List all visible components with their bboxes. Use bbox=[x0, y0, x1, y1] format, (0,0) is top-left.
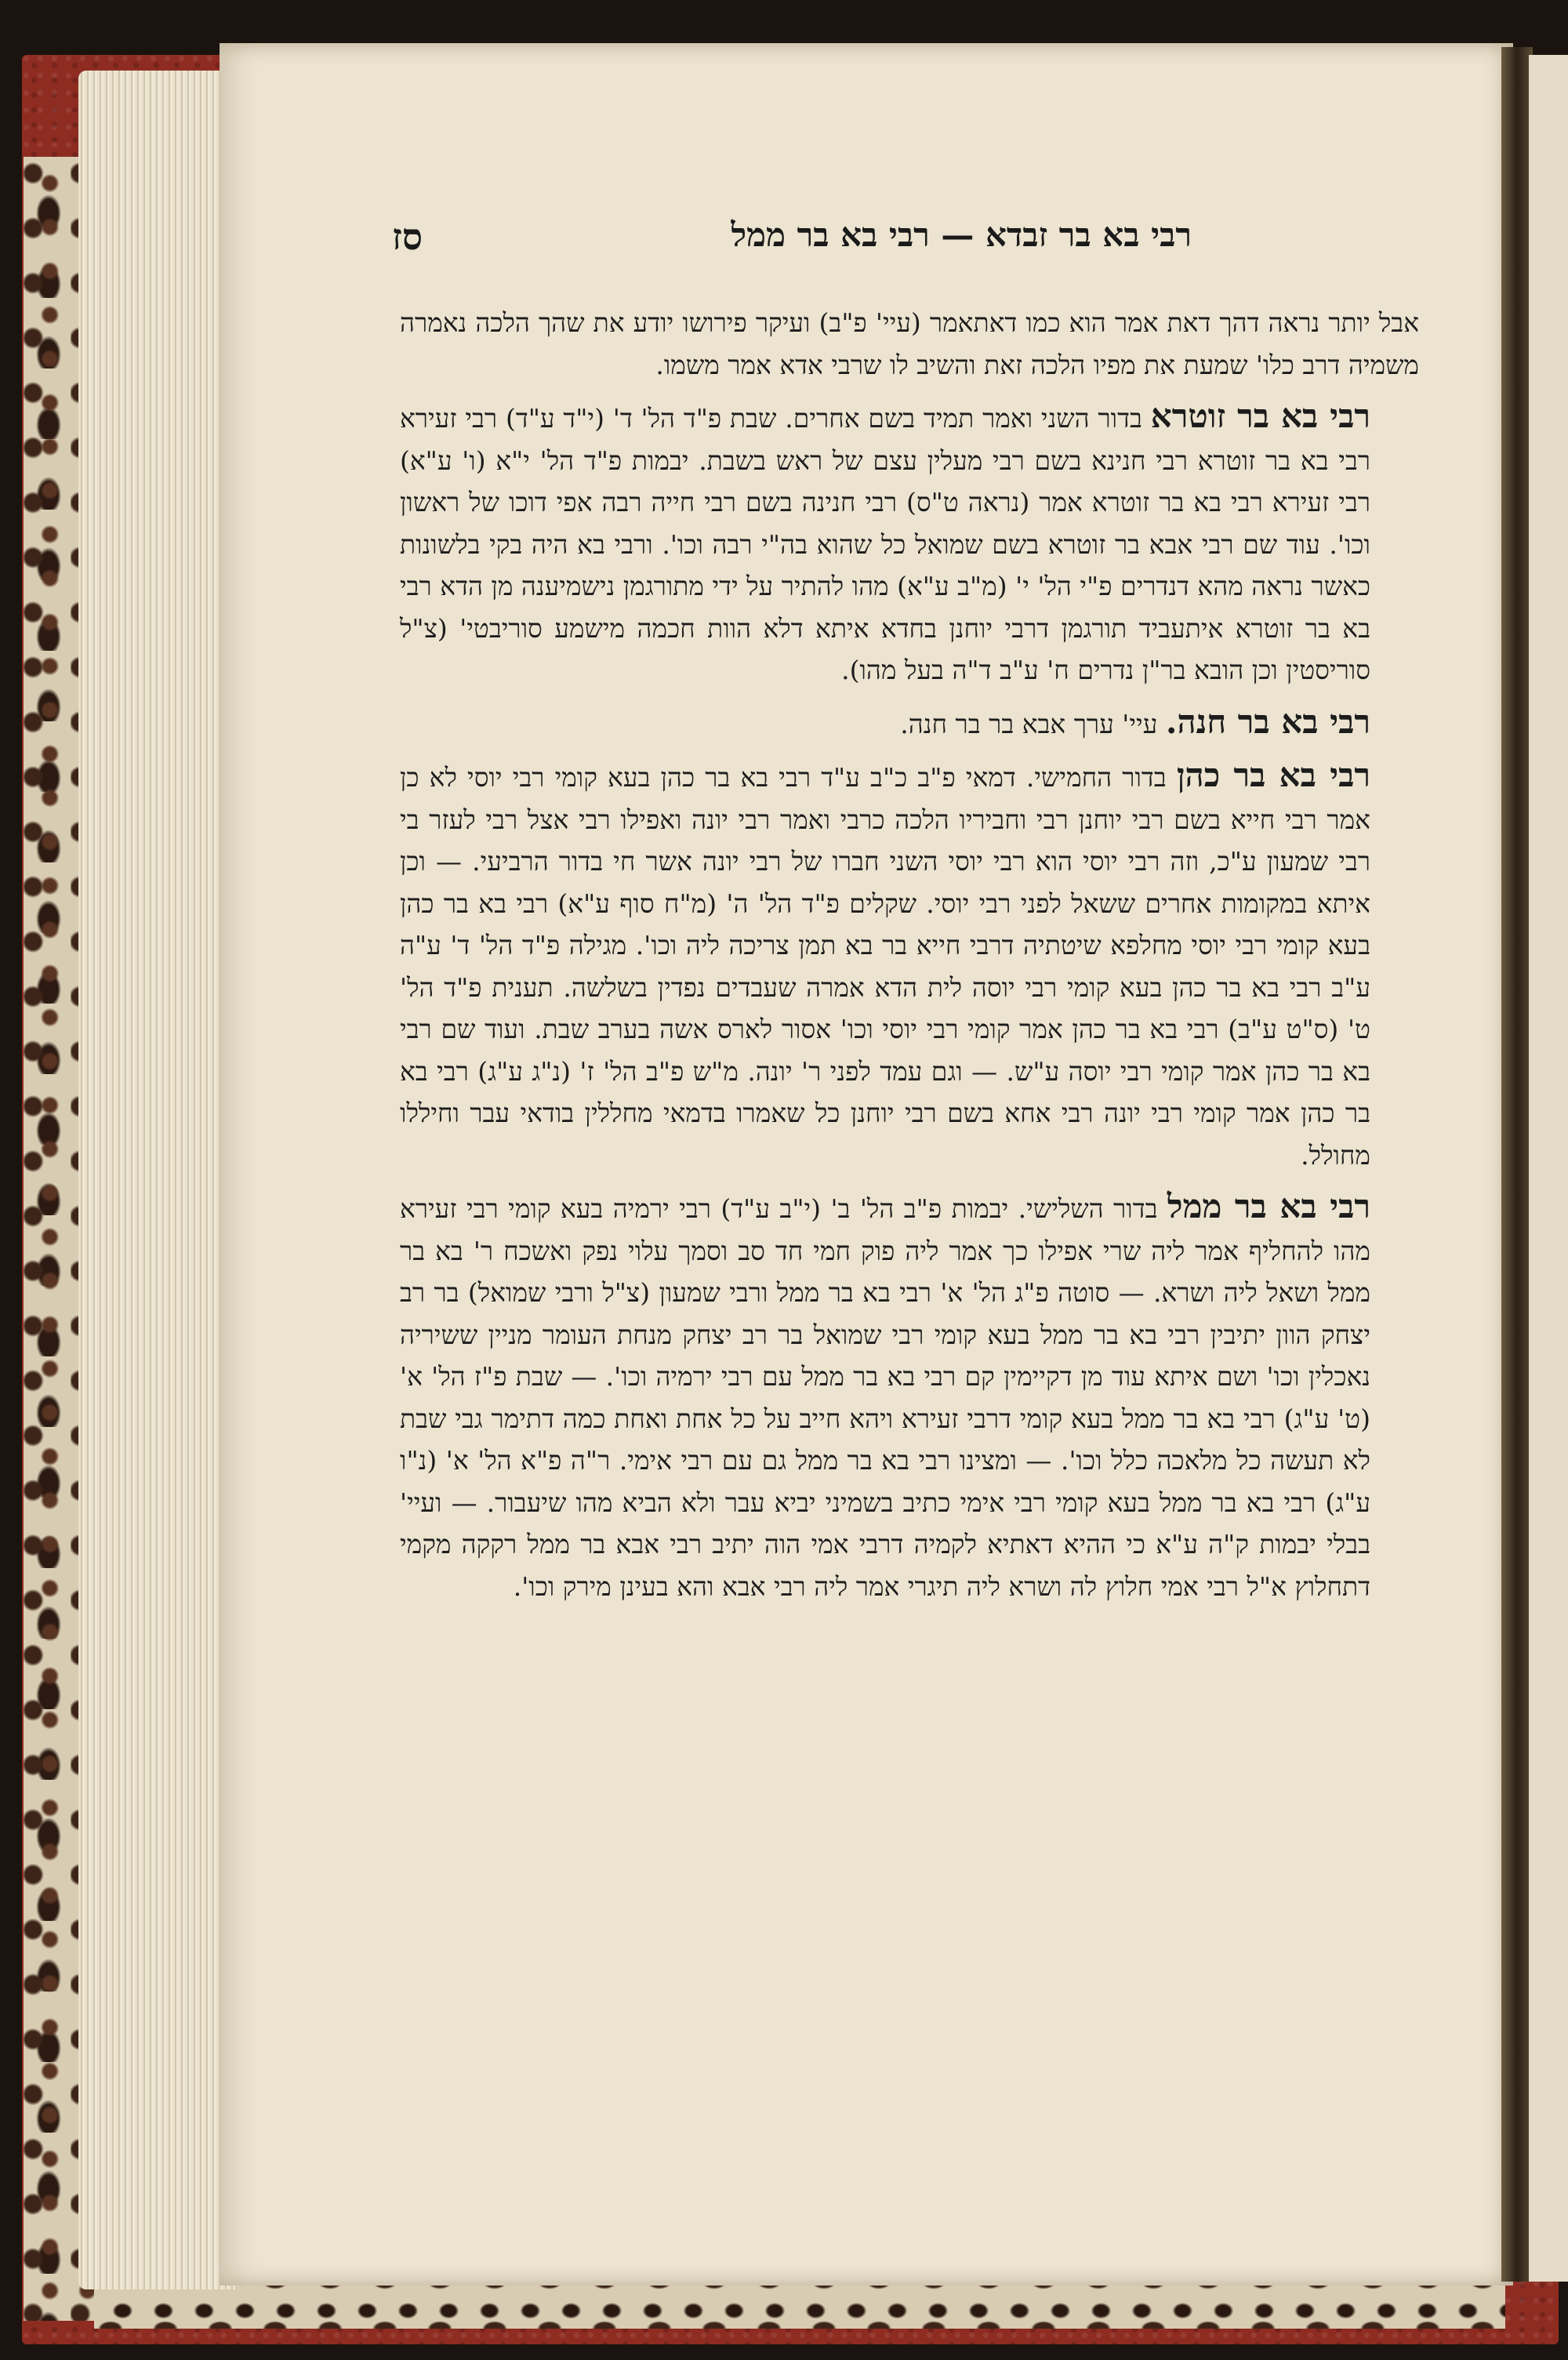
running-header bbox=[392, 200, 1192, 278]
page-number: סז bbox=[392, 216, 423, 258]
entry bbox=[400, 754, 1419, 1176]
facing-page-edge bbox=[1529, 55, 1568, 2282]
body-text bbox=[400, 302, 1419, 1617]
entry-body: בדור החמישי. דמאי פ"ב כ"ב ע"ד רבי בא בר כהן בעא קומי רבי יוסי לא כן אמר רבי חייא בשם רבי יוחנן רבי וחביריו הלכה כרבי ואמר רבי יונה ואפילו רבי אצל רבי לעזר בי רבי שמעון ע"כ, וזה רבי יוסי הוא רבי יוסי השני חברו של רבי יונה אשר חי בדור הרביעי. — וכן איתא במקומות אחרים ששאל לפני רבי יוסי. שקלים פ"ד הל' ה' (מ"ח סוף ע"א) רבי בא בר כהן בעא קומי רבי יוסי מחלפא שיטתיה דרבי חייא בר בא תמן צריכה ליה וכו'. מגילה פ"ד הל' ד' ע"ה ע"ב רבי בא בר כהן בעא קומי רבי יוסה לית הדא אמרה שעבדים נפדין בשלשה. תענית פ"ד הל' ט' (ס"ט ע"ב) רבי בא בר כהן אמר קומי רבי יוסי וכו' אסור לארס אשה בערב שבת. ועוד שם רבי בא בר כהן אמר קומי רבי יוסה ע"ש. — וגם עמד לפני ר' יונה. מ"ש פ"ב הל' ז' (נ"ג ע"ג) רבי בא בר כהן אמר קומי רבי יונה רבי אחא בשם רבי יוחנן כל שאמרו בדמאי מחללין בודאי עבר וחיללו מחולל. bbox=[400, 762, 1370, 1171]
entry-heading: רבי בא בר זוטרא bbox=[1150, 397, 1370, 435]
entry-body: בדור השלישי. יבמות פ"ב הל' ב' (י"ב ע"ד) רבי ירמיה בעא קומי רבי זעירא מהו להחליף אמר ליה שרי אפילו כך אמר ליה פוק חמי חד סב וסמך עלוי נפק ואשכח ר' בא בר ממל ושאל ליה ושרא. — סוטה פ"ג הל' א' רבי בא בר ממל ורבי שמעון (צ"ל ורבי שמואל) בר רב יצחק הוון יתיבין רבי בא בר ממל בעא קומי רבי שמואל בר רב יצחק מנחת העומר מניין ששיריה נאכלין וכו' ושם איתא עוד מן דקיימין קם רבי בא בר ממל עם רבי ירמיה וכו'. — שבת פ"ז הל' א' (ט' ע"ג) רבי בא בר ממל בעא קומי דרבי זעירא ויהא חייב על כל אחת ואחת כמה דתימר גבי שבת לא תעשה כל מלאכה כלל וכו'. — ומצינו רבי בא בר ממל גם עם רבי אימי. ר"ה פ"א הל' א' (נ"ו ע"ג) רבי בא בר ממל בעא קומי רבי אימי כתיב בשמיני יביא עבר ולא הביא מהו שיעבור. — ועיי' בבלי יבמות ק"ה ע"א כי ההיא דאתיא לקמיה דרבי אמי הוה יתיב רבי אבא בר ממל רקקה מקמי דתחלוץ א"ל רבי אמי חלוץ לה ושרא ליה תיגרי אמר ליה רבי אבא והא בעינן מירק וכו'. bbox=[400, 1193, 1370, 1602]
entry-heading: רבי בא בר כהן bbox=[1176, 756, 1370, 794]
entry-body: בדור השני ואמר תמיד בשם אחרים. שבת פ"ד הל' ד' (י"ד ע"ד) רבי זעירא רבי בא בר זוטרא רבי חנינא בשם רבי מעלין עצם של ראש בשבת. יבמות פ"ד הל' י"א (ו' ע"א) רבי זעירא רבי בא בר זוטרא אמר (נראה ט"ס) רבי חנינה בשם רבי חייה רבה אפי דוכו של ראשון וכו'. עוד שם רבי אבא בר זוטרא בשם שמואל כל שהוא בה"י רבה וכו'. ורבי בא היה בקי בלשונות כאשר נראה מהא דנדרים פ"י הל' י' (מ"ב ע"א) מהו להתיר על ידי מתורגמן נישמיענה מן הדא רבי בא בר זוטרא איתעביד תורגמן דרבי יוחנן בחדא איתא דלא הוות חכמה מישמע סוריבטי' (צ"ל סוריסטין וכן הובא בר"ן נדרים ח' ע"ב ד"ה בעל מהו). bbox=[400, 403, 1370, 685]
entry-body: עיי' ערך אבא בר בר חנה. bbox=[900, 708, 1166, 739]
book-gutter bbox=[1501, 47, 1533, 2282]
running-title: רבי בא בר זבדא — רבי בא בר ממל bbox=[731, 216, 1192, 254]
paragraph bbox=[400, 302, 1419, 386]
paragraph-body: אבל יותר נראה דהך דאת אמר הוא כמו דאתאמר (עיי' פ"ב) ועיקר פירושו יודע את שהך הלכה נאמרה משמיה דרב כלו' שמעת את מפיו הלכה זאת והשיב לו שרבי אדא אמר משמו. bbox=[400, 307, 1419, 380]
entry-heading: רבי בא בר ממל bbox=[1167, 1187, 1371, 1225]
entry bbox=[400, 701, 1419, 746]
entry-heading: רבי בא בר חנה. bbox=[1165, 702, 1370, 741]
page-edges bbox=[78, 71, 235, 2289]
entry bbox=[400, 1185, 1419, 1607]
entry bbox=[400, 395, 1419, 692]
